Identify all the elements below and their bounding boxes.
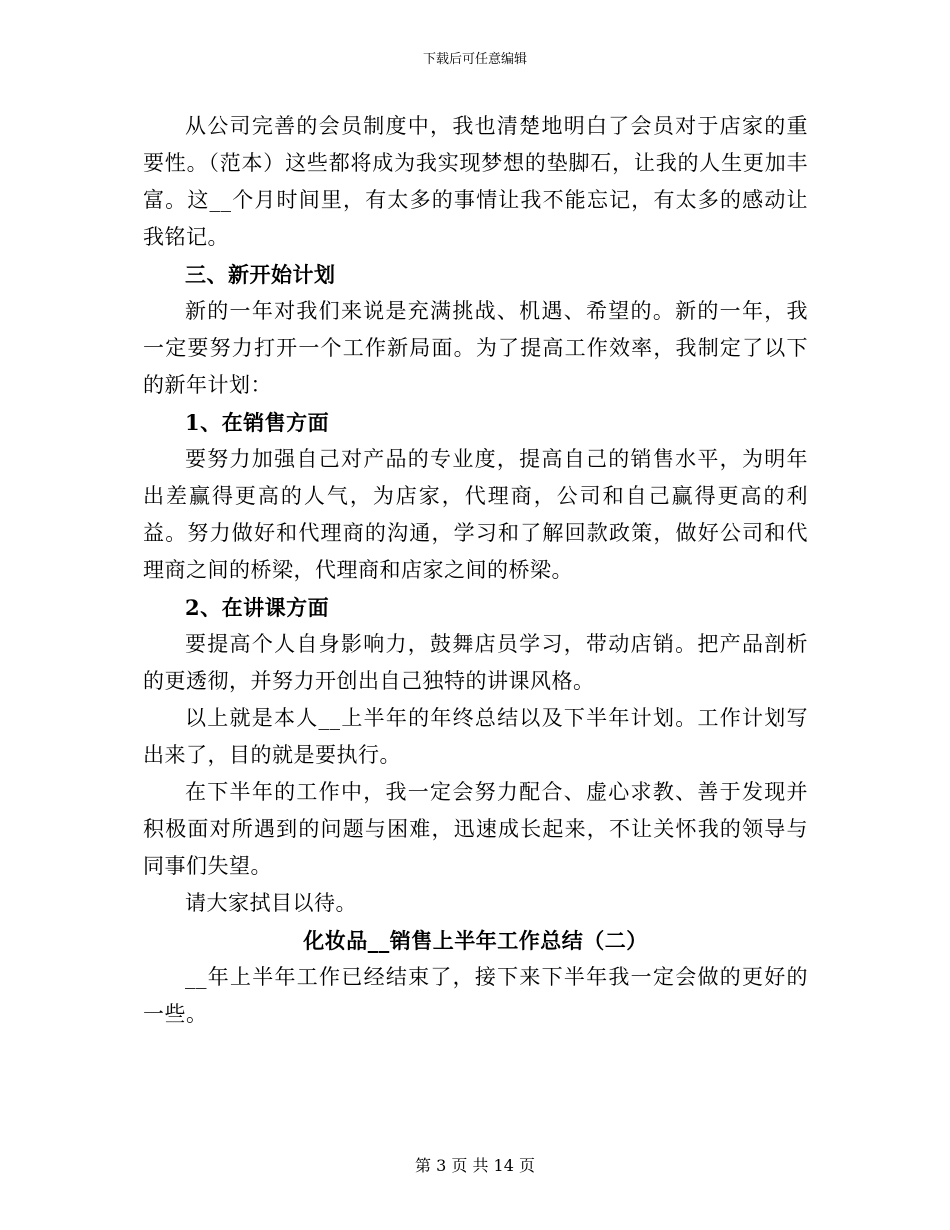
paragraph-new-year: 新的一年对我们来说是充满挑战、机遇、希望的。新的一年，我一定要努力打开一个工作新局面。为了提高工作效率，我制定了以下的新年计划： [143,299,808,397]
heading-new-plan: 三、新开始计划 [185,262,336,287]
paragraph-summary: 以上就是本人__上半年的年终总结以及下半年计划。工作计划写出来了，目的就是要执行。 [143,706,808,767]
document-body [143,108,808,1033]
paragraph-membership: 从公司完善的会员制度中，我也清楚地明白了会员对于店家的重要性。（范本）这些都将成为我实现梦想的垫脚石，让我的人生更加丰富。这__个月时间里，有太多的事情让我不能忘记，有太多的感动让我铭记。 [143,114,808,249]
heading-lecture: 2、在讲课方面 [185,595,330,620]
section-title-two: 化妆品__销售上半年工作总结（二） [303,928,648,953]
heading-sales: 1、在销售方面 [185,410,330,435]
paragraph-closing: 请大家拭目以待。 [185,891,357,915]
paragraph-intro-two: __年上半年工作已经结束了，接下来下半年我一定会做的更好的一些。 [143,965,808,1026]
page-number: 第 3 页 共 14 页 [415,1156,535,1175]
paragraph-lecture: 要提高个人自身影响力，鼓舞店员学习，带动店销。把产品剖析的更透彻，并努力开创出自己独特的讲课风格。 [143,632,808,693]
page-header: 下载后可任意编辑 [422,52,527,67]
paragraph-sales: 要努力加强自己对产品的专业度，提高自己的销售水平，为明年出差赢得更高的人气，为店家，代理商，公司和自己赢得更高的利益。努力做好和代理商的沟通，学习和了解回款政策，做好公司和代理商之间的桥梁，代理商和店家之间的桥梁。 [143,447,808,582]
paragraph-second-half: 在下半年的工作中，我一定会努力配合、虚心求教、善于发现并积极面对所遇到的问题与困难，迅速成长起来，不让关怀我的领导与同事们失望。 [143,780,808,878]
